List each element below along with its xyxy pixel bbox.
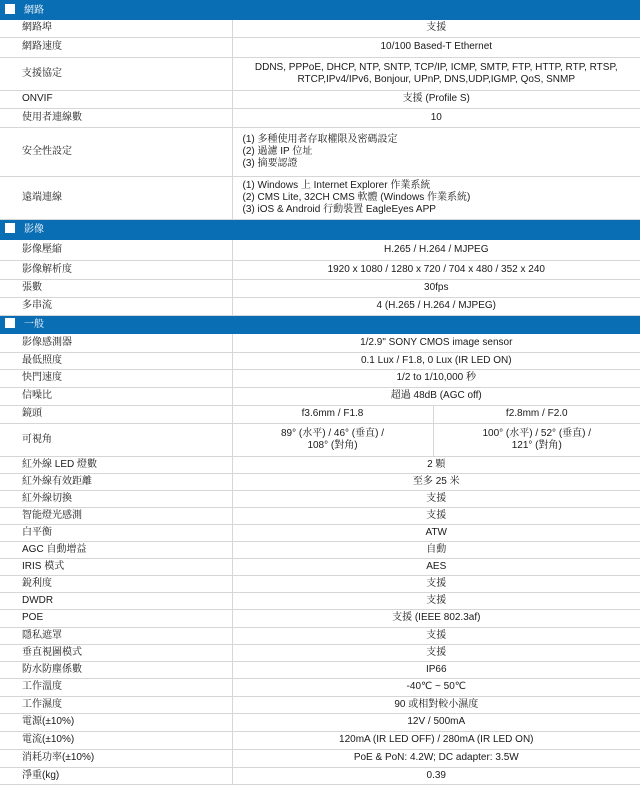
spec-value-line: 10 <box>430 111 442 123</box>
spec-row <box>0 749 640 767</box>
spec-value-line: 支援 <box>426 492 447 504</box>
spec-value-line: 4 (H.265 / H.264 / MJPEG) <box>376 300 497 311</box>
spec-label: 影像壓縮 <box>0 240 232 260</box>
spec-value-line: 支援 <box>426 629 447 641</box>
spec-value <box>232 387 640 405</box>
spec-value-line: 至多 25 米 <box>412 475 460 487</box>
spec-label: 白平衡 <box>0 524 232 541</box>
spec-row <box>0 558 640 575</box>
spec-label: 隱私遮罩 <box>0 627 232 644</box>
spec-row <box>0 57 640 90</box>
section-header-row <box>0 0 640 20</box>
spec-row <box>0 767 640 784</box>
spec-label: IRIS 模式 <box>0 558 232 575</box>
spec-value-line: PoE & PoN: 4.2W; DC adapter: 3.5W <box>353 752 519 763</box>
spec-label: 安全性設定 <box>0 127 232 176</box>
spec-value <box>232 127 640 176</box>
spec-row <box>0 524 640 541</box>
spec-value-line: 10/100 Based-T Ethernet <box>380 41 493 52</box>
spec-label: 快門速度 <box>0 369 232 387</box>
spec-row <box>0 20 640 37</box>
spec-value-line: 90 或相對較小濕度 <box>394 698 479 710</box>
spec-value-line: IP66 <box>425 663 447 675</box>
spec-label: 銳利度 <box>0 575 232 592</box>
spec-label: 影像感測器 <box>0 334 232 352</box>
spec-label: 張數 <box>0 279 232 297</box>
spec-value <box>232 696 640 713</box>
spec-row <box>0 423 640 456</box>
spec-value-line: 100° (水平) / 52° (垂直) / <box>482 427 592 439</box>
spec-value <box>232 334 640 352</box>
spec-value <box>232 731 640 749</box>
spec-row <box>0 661 640 678</box>
spec-row <box>0 575 640 592</box>
spec-value-line: 支援 <box>426 646 447 658</box>
spec-row <box>0 127 640 176</box>
spec-value <box>232 473 640 490</box>
spec-row <box>0 609 640 627</box>
spec-value-line: 自動 <box>426 543 447 555</box>
spec-row <box>0 678 640 696</box>
spec-value-line: 89° (水平) / 46° (垂直) / <box>280 427 384 439</box>
spec-row <box>0 473 640 490</box>
spec-value <box>232 609 640 627</box>
spec-value <box>232 297 640 315</box>
spec-label: 紅外線 LED 燈數 <box>0 456 232 473</box>
spec-label: ONVIF <box>0 90 232 108</box>
spec-label: 防水防塵係數 <box>0 661 232 678</box>
spec-row <box>0 240 640 260</box>
spec-value-line: 1/2 to 1/10,000 秒 <box>396 372 477 383</box>
spec-label: 電流(±10%) <box>0 731 232 749</box>
spec-row <box>0 108 640 127</box>
spec-value-line: (3) iOS & Android 行動裝置 EagleEyes APP <box>242 203 436 215</box>
section-square-icon <box>5 4 15 14</box>
spec-value <box>232 90 640 108</box>
spec-value <box>232 767 640 784</box>
spec-row <box>0 369 640 387</box>
spec-value <box>232 541 640 558</box>
spec-value-line: 支援 (Profile S) <box>402 93 470 104</box>
spec-label: 影像解析度 <box>0 260 232 279</box>
spec-value-line: 0.1 Lux / F1.8, 0 Lux (IR LED ON) <box>360 354 512 366</box>
spec-value <box>232 490 640 507</box>
section-title: 一般 <box>24 319 44 331</box>
spec-row <box>0 731 640 749</box>
spec-label: 最低照度 <box>0 352 232 369</box>
spec-value-line: 0.39 <box>426 769 446 781</box>
spec-label: 遠端連線 <box>0 176 232 219</box>
spec-value-line: RTCP,IPv4/IPv6, Bonjour, UPnP, DNS,UDP,IGMP, QoS, SNMP <box>297 73 576 85</box>
spec-value-line: 超過 48dB (AGC off) <box>390 390 482 401</box>
section-header-row <box>0 219 640 240</box>
spec-label: 紅外線有效距離 <box>0 473 232 490</box>
spec-value <box>232 37 640 57</box>
spec-label: 智能燈光感測 <box>0 507 232 524</box>
spec-label: 多串流 <box>0 297 232 315</box>
spec-label: 垂直視圖模式 <box>0 644 232 661</box>
spec-value <box>232 57 640 90</box>
spec-value-line: 支援 <box>426 594 447 606</box>
spec-value <box>232 507 640 524</box>
spec-value-line: 支援 <box>426 577 447 589</box>
spec-label: 工作溫度 <box>0 678 232 696</box>
spec-value-line: 支援 (IEEE 802.3af) <box>392 612 481 623</box>
spec-row <box>0 713 640 731</box>
spec-row <box>0 405 640 423</box>
spec-row <box>0 387 640 405</box>
spec-value-line: 1920 x 1080 / 1280 x 720 / 704 x 480 / 352 x 240 <box>327 263 545 275</box>
spec-value-line: ATW <box>425 526 447 538</box>
spec-value <box>232 575 640 592</box>
section-header <box>0 0 640 20</box>
spec-value-line: H.265 / H.264 / MJPEG <box>384 243 489 255</box>
spec-value <box>232 456 640 473</box>
spec-row <box>0 696 640 713</box>
spec-row <box>0 490 640 507</box>
spec-label: 可視角 <box>0 423 232 456</box>
spec-value-line: 120mA (IR LED OFF) / 280mA (IR LED ON) <box>339 734 534 745</box>
section-title: 影像 <box>24 224 44 236</box>
spec-label: 電源(±10%) <box>0 713 232 731</box>
spec-value <box>232 627 640 644</box>
spec-value-line: (1) Windows 上 Internet Explorer 作業系統 <box>242 179 431 191</box>
spec-value <box>232 661 640 678</box>
spec-label: 工作濕度 <box>0 696 232 713</box>
spec-value <box>232 240 640 260</box>
spec-value-line: 30fps <box>424 282 449 293</box>
spec-value <box>232 558 640 575</box>
spec-row <box>0 297 640 315</box>
spec-value <box>232 108 640 127</box>
section-header <box>0 219 640 240</box>
spec-row <box>0 176 640 219</box>
spec-label: 鏡頭 <box>0 405 232 423</box>
spec-row <box>0 37 640 57</box>
spec-label: 紅外線切換 <box>0 490 232 507</box>
spec-value <box>433 405 640 423</box>
spec-label: 淨重(kg) <box>0 767 232 784</box>
spec-value-line: f2.8mm / F2.0 <box>505 408 568 419</box>
spec-value-line: AES <box>426 560 447 572</box>
spec-row <box>0 627 640 644</box>
spec-label: 網路速度 <box>0 37 232 57</box>
spec-value <box>232 644 640 661</box>
spec-value-line: (2) 過濾 IP 位址 <box>242 145 313 157</box>
section-header-row <box>0 315 640 334</box>
spec-value <box>232 352 640 369</box>
spec-value <box>232 713 640 731</box>
section-header <box>0 315 640 334</box>
spec-row <box>0 507 640 524</box>
spec-value <box>232 369 640 387</box>
spec-value <box>232 405 433 423</box>
spec-value-line: (3) 摘要認證 <box>242 157 298 169</box>
spec-value <box>433 423 640 456</box>
spec-label: 信噪比 <box>0 387 232 405</box>
spec-value-line: 12V / 500mA <box>407 716 466 727</box>
spec-value <box>232 260 640 279</box>
spec-label: 消耗功率(±10%) <box>0 749 232 767</box>
spec-value <box>232 749 640 767</box>
spec-label: 支援協定 <box>0 57 232 90</box>
spec-row <box>0 644 640 661</box>
spec-value-line: DDNS, PPPoE, DHCP, NTP, SNTP, TCP/IP, ICMP, SMTP, FTP, HTTP, RTP, RTSP, <box>254 61 618 73</box>
spec-value <box>232 20 640 37</box>
spec-value-line: 2 顆 <box>427 458 446 470</box>
spec-value-line: 1/2.9" SONY CMOS image sensor <box>360 336 513 348</box>
spec-value <box>232 592 640 609</box>
spec-row <box>0 352 640 369</box>
spec-value-line: (2) CMS Lite, 32CH CMS 軟體 (Windows 作業系統) <box>242 191 471 203</box>
spec-row <box>0 334 640 352</box>
spec-value <box>232 524 640 541</box>
spec-row <box>0 541 640 558</box>
section-square-icon <box>5 318 15 328</box>
spec-value-line: f3.6mm / F1.8 <box>301 408 364 419</box>
spec-value <box>232 176 640 219</box>
spec-row <box>0 592 640 609</box>
spec-value <box>232 423 433 456</box>
spec-value <box>232 678 640 696</box>
spec-row <box>0 260 640 279</box>
spec-value-line: 121° (對角) <box>511 439 562 451</box>
spec-value-line: 支援 <box>426 22 447 34</box>
spec-value-line: 支援 <box>426 509 447 521</box>
spec-label: 網路埠 <box>0 20 232 37</box>
spec-label: POE <box>0 609 232 627</box>
spec-value-line: -40℃ ~ 50℃ <box>406 681 466 692</box>
spec-value-line: 108° (對角) <box>307 439 358 451</box>
spec-value <box>232 279 640 297</box>
spec-row <box>0 456 640 473</box>
spec-label: DWDR <box>0 592 232 609</box>
section-square-icon <box>5 223 15 233</box>
spec-row <box>0 90 640 108</box>
spec-row <box>0 279 640 297</box>
spec-label: 使用者連線數 <box>0 108 232 127</box>
spec-label: AGC 自動增益 <box>0 541 232 558</box>
section-title: 網路 <box>24 4 44 16</box>
spec-value-line: (1) 多種使用者存取權限及密碼設定 <box>242 133 398 145</box>
